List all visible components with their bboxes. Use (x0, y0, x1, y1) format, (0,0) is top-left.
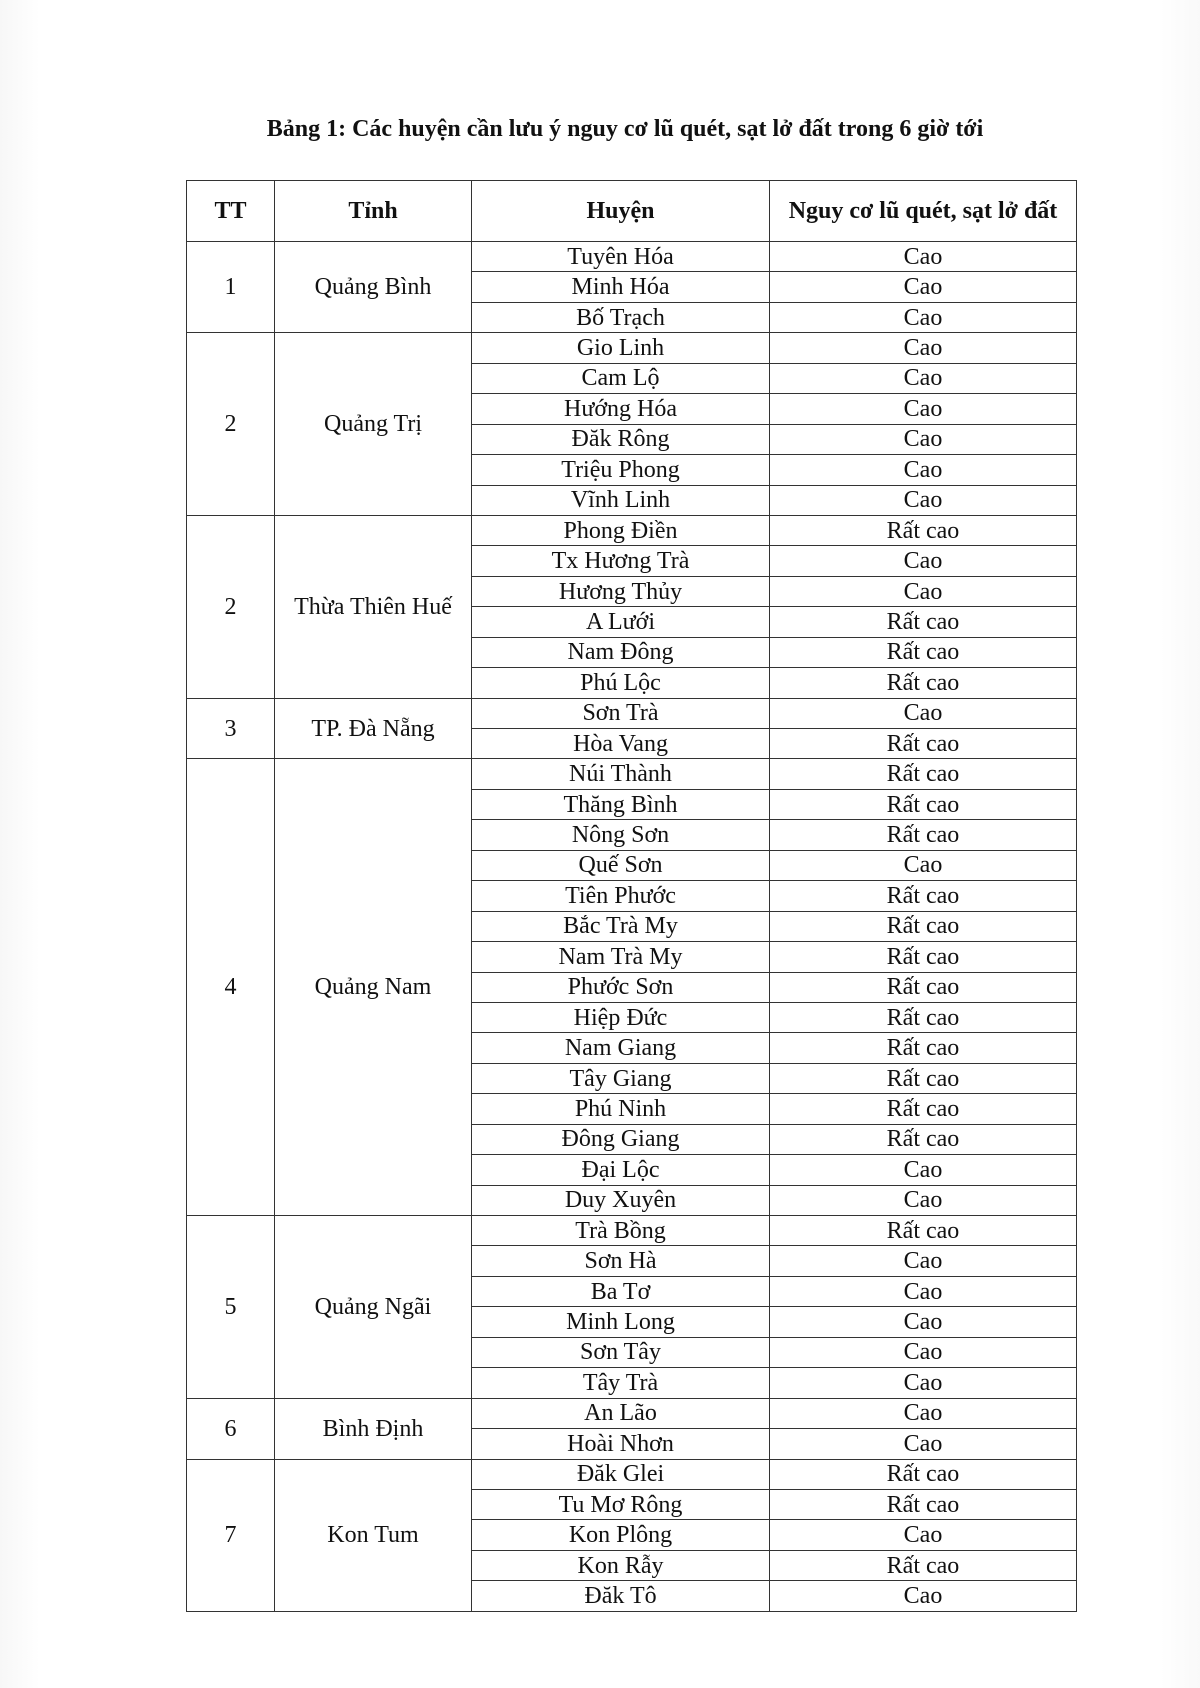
cell-district: Hoài Nhơn (472, 1429, 770, 1459)
table-row (187, 333, 1077, 363)
table-body (187, 242, 1077, 1612)
cell-district: Gio Linh (472, 333, 770, 363)
cell-risk: Cao (770, 302, 1077, 332)
cell-district: Bố Trạch (472, 302, 770, 332)
cell-district: A Lưới (472, 607, 770, 637)
header-huyen: Huyện (472, 181, 770, 242)
cell-risk: Rất cao (770, 881, 1077, 911)
cell-district: Minh Long (472, 1307, 770, 1337)
cell-district: Nông Sơn (472, 820, 770, 850)
cell-risk: Cao (770, 1429, 1077, 1459)
cell-risk: Cao (770, 333, 1077, 363)
cell-district: Cam Lộ (472, 363, 770, 393)
table-caption: Bảng 1: Các huyện cần lưu ý nguy cơ lũ quét, sạt lở đất trong 6 giờ tới (266, 116, 984, 142)
cell-risk: Rất cao (770, 759, 1077, 789)
cell-district: Vĩnh Linh (472, 485, 770, 515)
cell-district: Núi Thành (472, 759, 770, 789)
cell-risk: Cao (770, 546, 1077, 576)
cell-risk: Rất cao (770, 1459, 1077, 1489)
cell-risk: Rất cao (770, 942, 1077, 972)
cell-province: Kon Tum (275, 1459, 472, 1611)
cell-risk: Rất cao (770, 820, 1077, 850)
cell-district: Trà Bồng (472, 1216, 770, 1246)
table-row (187, 1398, 1077, 1428)
cell-risk: Cao (770, 1276, 1077, 1306)
table-row (187, 759, 1077, 789)
cell-district: Quế Sơn (472, 850, 770, 880)
cell-risk: Rất cao (770, 1094, 1077, 1124)
cell-risk: Rất cao (770, 1063, 1077, 1093)
cell-district: Tuyên Hóa (472, 242, 770, 272)
cell-province: Quảng Bình (275, 242, 472, 333)
cell-risk: Cao (770, 1398, 1077, 1428)
cell-district: Minh Hóa (472, 272, 770, 302)
cell-district: Sơn Tây (472, 1337, 770, 1367)
cell-risk: Cao (770, 698, 1077, 728)
cell-risk: Cao (770, 1155, 1077, 1185)
cell-risk: Cao (770, 485, 1077, 515)
cell-risk: Cao (770, 424, 1077, 454)
cell-risk: Cao (770, 363, 1077, 393)
cell-risk: Cao (770, 272, 1077, 302)
cell-risk: Rất cao (770, 911, 1077, 941)
cell-district: Nam Giang (472, 1033, 770, 1063)
cell-risk: Cao (770, 1520, 1077, 1550)
cell-province: Quảng Trị (275, 333, 472, 516)
table-row (187, 698, 1077, 728)
cell-district: Phước Sơn (472, 972, 770, 1002)
cell-risk: Cao (770, 576, 1077, 606)
cell-district: Hòa Vang (472, 729, 770, 759)
cell-district: Đăk Glei (472, 1459, 770, 1489)
cell-district: Sơn Hà (472, 1246, 770, 1276)
cell-district: Phú Ninh (472, 1094, 770, 1124)
cell-risk: Rất cao (770, 1033, 1077, 1063)
table-row (187, 1216, 1077, 1246)
cell-province: Quảng Nam (275, 759, 472, 1216)
cell-province: Quảng Ngãi (275, 1216, 472, 1399)
cell-tt: 4 (187, 759, 275, 1216)
cell-district: Bắc Trà My (472, 911, 770, 941)
cell-district: Đông Giang (472, 1124, 770, 1154)
cell-tt: 2 (187, 333, 275, 516)
cell-risk: Rất cao (770, 1216, 1077, 1246)
table-row (187, 515, 1077, 545)
cell-risk: Rất cao (770, 1124, 1077, 1154)
cell-district: Duy Xuyên (472, 1185, 770, 1215)
table-row (187, 1459, 1077, 1489)
cell-risk: Rất cao (770, 972, 1077, 1002)
cell-district: Đại Lộc (472, 1155, 770, 1185)
header-tinh: Tỉnh (275, 181, 472, 242)
cell-tt: 3 (187, 698, 275, 759)
cell-district: Nam Trà My (472, 942, 770, 972)
cell-tt: 1 (187, 242, 275, 333)
cell-province: Thừa Thiên Huế (275, 515, 472, 698)
cell-risk: Rất cao (770, 1002, 1077, 1032)
cell-risk: Cao (770, 1246, 1077, 1276)
district-risk-table (186, 180, 1077, 1612)
cell-district: Tx Hương Trà (472, 546, 770, 576)
cell-district: Kon Rẫy (472, 1550, 770, 1580)
cell-district: Tu Mơ Rông (472, 1489, 770, 1519)
cell-district: Hướng Hóa (472, 394, 770, 424)
cell-district: Sơn Trà (472, 698, 770, 728)
cell-district: Tây Giang (472, 1063, 770, 1093)
cell-risk: Rất cao (770, 1489, 1077, 1519)
cell-tt: 2 (187, 515, 275, 698)
cell-tt: 7 (187, 1459, 275, 1611)
header-row (187, 181, 1077, 242)
cell-risk: Rất cao (770, 668, 1077, 698)
cell-risk: Cao (770, 1185, 1077, 1215)
cell-district: Phú Lộc (472, 668, 770, 698)
table-row (187, 242, 1077, 272)
cell-tt: 5 (187, 1216, 275, 1399)
cell-district: Đăk Rông (472, 424, 770, 454)
cell-district: Hiệp Đức (472, 1002, 770, 1032)
cell-district: Đăk Tô (472, 1581, 770, 1611)
cell-district: An Lão (472, 1398, 770, 1428)
cell-risk: Rất cao (770, 729, 1077, 759)
cell-risk: Rất cao (770, 515, 1077, 545)
cell-district: Thăng Bình (472, 789, 770, 819)
cell-risk: Rất cao (770, 637, 1077, 667)
cell-risk: Cao (770, 1337, 1077, 1367)
cell-district: Triệu Phong (472, 455, 770, 485)
cell-tt: 6 (187, 1398, 275, 1459)
cell-district: Nam Đông (472, 637, 770, 667)
cell-district: Ba Tơ (472, 1276, 770, 1306)
cell-district: Hương Thủy (472, 576, 770, 606)
cell-province: Bình Định (275, 1398, 472, 1459)
cell-district: Tiên Phước (472, 881, 770, 911)
cell-district: Kon Plông (472, 1520, 770, 1550)
cell-risk: Rất cao (770, 789, 1077, 819)
cell-district: Tây Trà (472, 1368, 770, 1398)
header-tt: TT (187, 181, 275, 242)
cell-risk: Rất cao (770, 1550, 1077, 1580)
cell-risk: Cao (770, 1368, 1077, 1398)
cell-risk: Cao (770, 850, 1077, 880)
cell-province: TP. Đà Nẵng (275, 698, 472, 759)
cell-risk: Cao (770, 242, 1077, 272)
cell-risk: Rất cao (770, 607, 1077, 637)
header-risk: Nguy cơ lũ quét, sạt lở đất (770, 181, 1077, 242)
cell-risk: Cao (770, 455, 1077, 485)
cell-risk: Cao (770, 394, 1077, 424)
cell-risk: Cao (770, 1307, 1077, 1337)
cell-risk: Cao (770, 1581, 1077, 1611)
cell-district: Phong Điền (472, 515, 770, 545)
